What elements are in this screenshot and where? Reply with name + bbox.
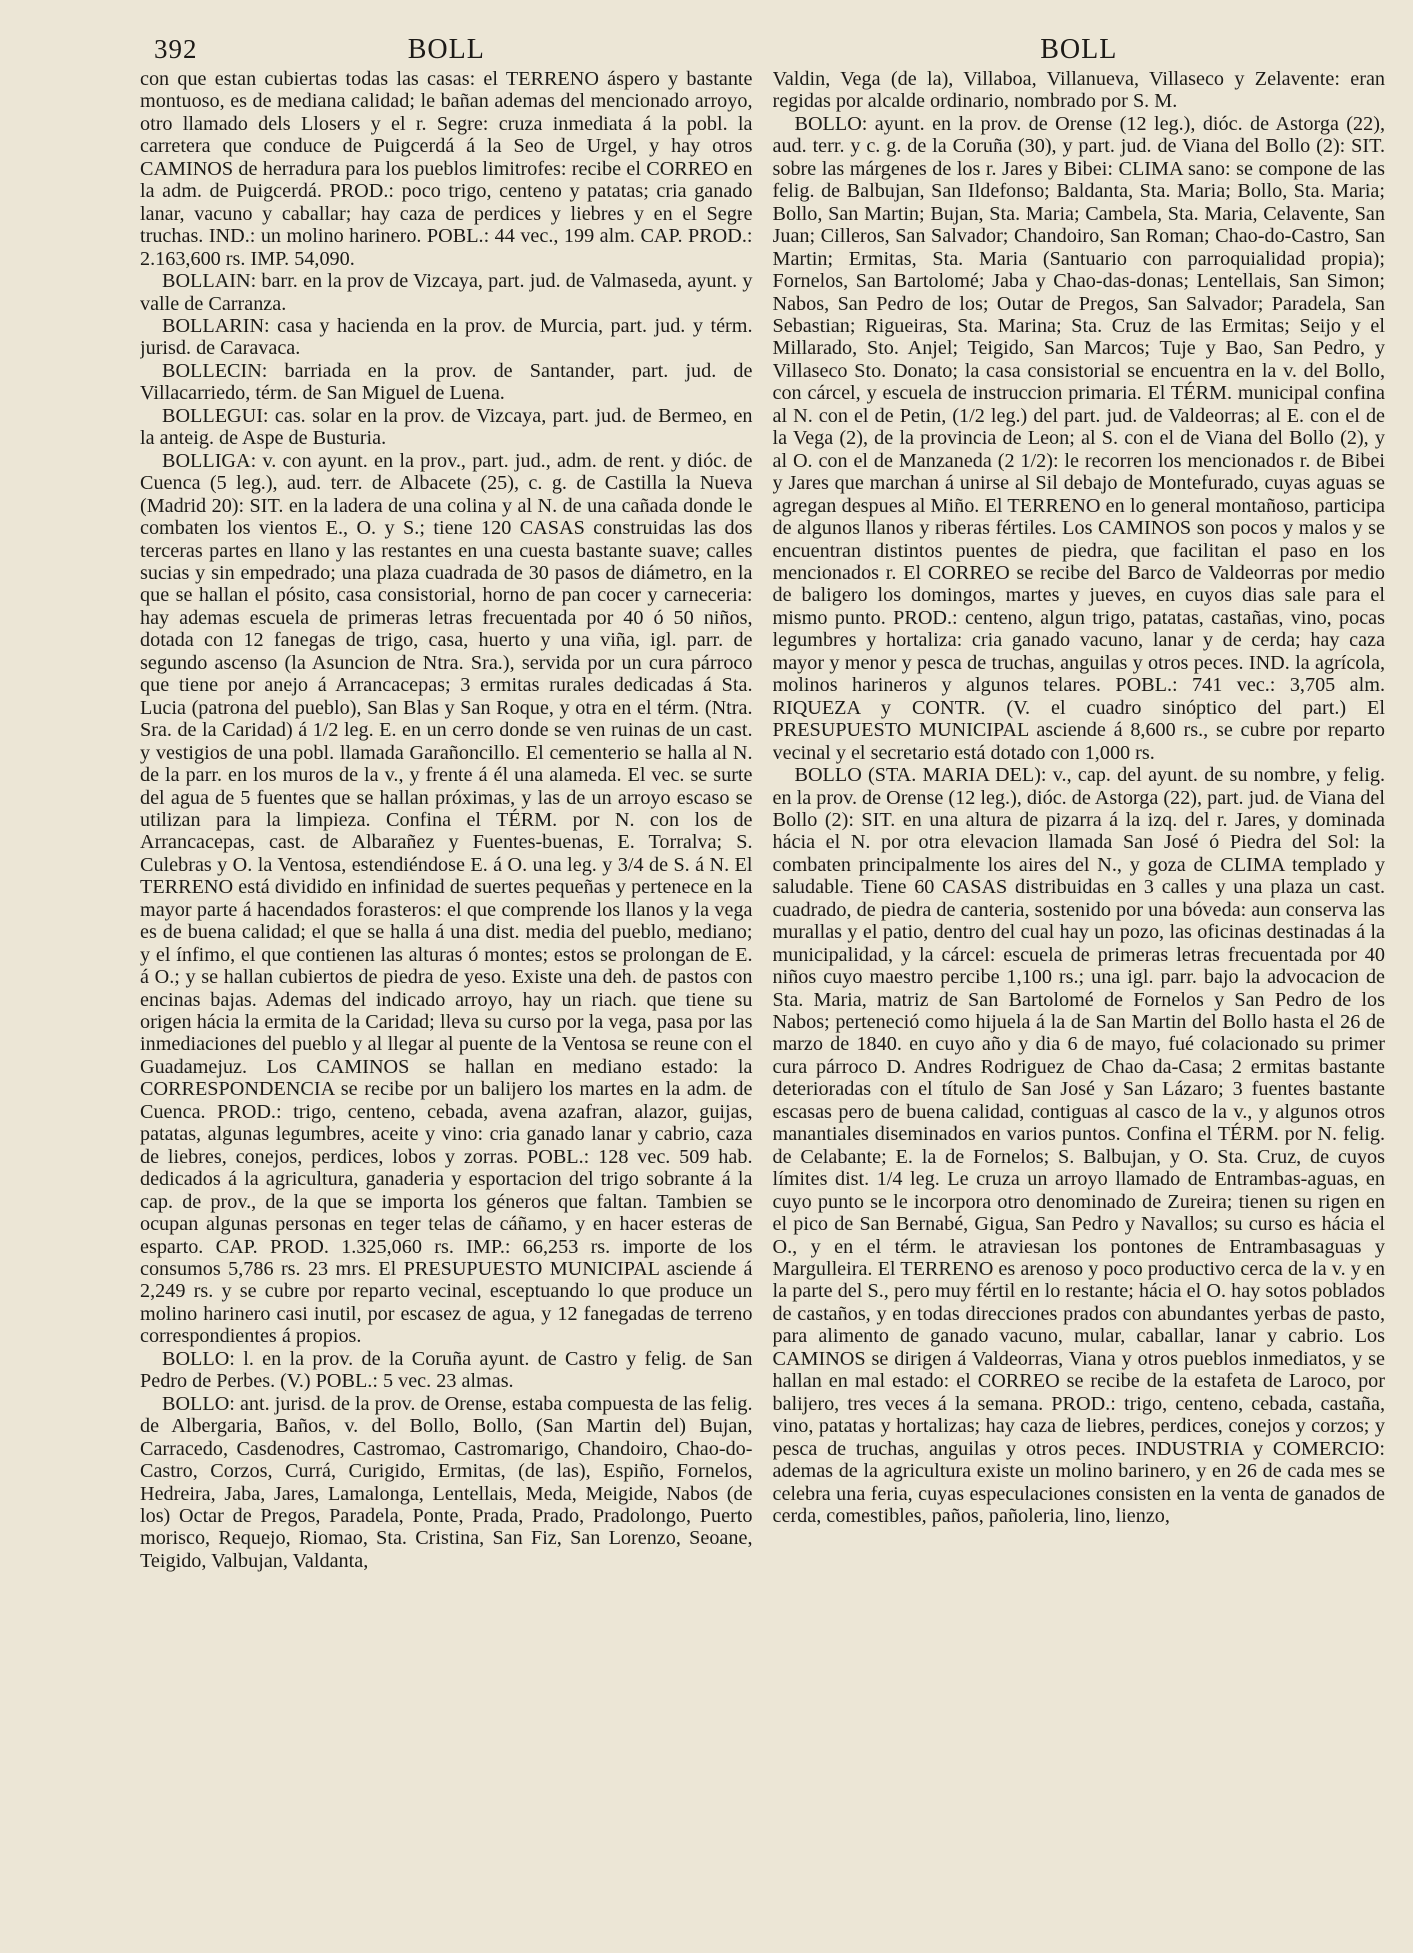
text-columns bbox=[140, 68, 1385, 1928]
entry-continuation: Valdin, Vega (de la), Villaboa, Villanueva, Villaseco y Zelavente: eran regidas por alcalde ordinario, nombrado por S. M. bbox=[772, 68, 1385, 113]
page-number: 392 bbox=[154, 34, 198, 64]
right-column bbox=[773, 68, 1386, 1928]
entry-bollarin: BOLLARIN: casa y hacienda en la prov. de Murcia, part. jud. y térm. jurisd. de Caravaca. bbox=[140, 314, 753, 360]
entry-continuation: con que estan cubiertas todas las casas: el TERRENO áspero y bastante montuoso, es de mediana calidad; le bañan ademas del mencionado arroyo, otro llamado dels Llosers y el r. Segre: cruza inmediata á la pobl. la carretera que conduce de Puigcerdá á la Seo de Urgel, y hay otros CAMINOS de herradura para los pueblos limitrofes: recibe el CORREO en la adm. de Puigcerdá. PROD.: poco trigo, centeno y patatas; cria ganado lanar, vacuno y caballar; hay caza de perdices y liebres y en el Segre truchas. IND.: un molino harinero. POBL.: 44 vec., 199 alm. CAP. PROD.: 2.163,600 rs. IMP. 54,090. bbox=[140, 68, 753, 270]
entry-bollecin: BOLLECIN: barriada en la prov. de Santander, part. jud. de Villacarriedo, térm. de San Miguel de Luena. bbox=[140, 359, 753, 405]
entry-bollo-ayunt: BOLLO: ayunt. en la prov. de Orense (12 leg.), dióc. de Astorga (22), aud. terr. y c. g. de la Coruña (30), y part. jud. de Viana del Bollo (2): SIT. sobre las márgenes de los r. Jares y Bibei: CLIMA sano: se compone de las felig. de Balbujan, San Ildefonso; Baldanta, Sta. Maria; Bollo, Sta. Maria; Bollo, San Martin; Bujan, Sta. Maria; Cambela, Sta. Maria, Celavente, San Juan; Cilleros, San Salvador; Chandoiro, San Roman; Chao-do-Castro, San Martin; Ermitas, Sta. Maria (Santuario con parroquialidad propia); Fornelos, San Bartolomé; Jaba y Chao-das-donas; Lentellais, San Simon; Nabos, San Pedro de los; Outar de Pregos, San Salvador; Paradela, San Sebastian; Rigueiras, Sta. Marina; Sta. Cruz de las Ermitas; Seijo y el Millarado, Sto. Anjel; Teigido, San Marcos; Tuje y Bao, San Pedro, y Villaseco Sto. Donato; la casa consistorial se encuentra en la v. del Bollo, con cárcel, y escuela de instruccion primaria. El TÉRM. municipal confina al N. con el de Petin, (1/2 leg.) del part. jud. de Valdeorras; al E. con el de la Vega (2), de la provincia de Leon; al S. con el de Viana del Bollo (2), y al O. con el de Manzaneda (2 1/2): le recorren los mencionados r. de Bibei y Jares que marchan á unirse al Sil debajo de Montefurado, cuyas aguas se agregan despues al Miño. El TERRENO en lo general montañoso, participa de algunos llanos y riberas fértiles. Los CAMINOS son pocos y malos y se encuentran distintos puentes de piedra, que facilitan el paso en los mencionados r. El CORREO se recibe del Barco de Valdeorras por medio de baligero los domingos, martes y jueves, en cuyos dias sale para el mismo punto. PROD.: centeno, algun trigo, patatas, castañas, vino, pocas legumbres y hortaliza: cria ganado vacuno, lanar y de cerda; hay caza mayor y menor y pesca de truchas, anguilas y otros peces. IND. la agrícola, molinos harineros y algunos telares. POBL.: 741 vec.: 3,705 alm. RIQUEZA y CONTR. (V. el cuadro sinóptico del part.) El PRESUPUESTO MUNICIPAL asciende á 8,600 rs., se cubre por reparto vecinal y el secretario está dotado con 1,000 rs. bbox=[772, 112, 1385, 764]
right-running-head: BOLL bbox=[1040, 34, 1118, 65]
entry-bollo-coruna: BOLLO: l. en la prov. de la Coruña ayunt. de Castro y felig. de San Pedro de Perbes. (V.) POBL.: 5 vec. 23 almas. bbox=[140, 1347, 753, 1393]
entry-bollo-jurisd: BOLLO: ant. jurisd. de la prov. de Orense, estaba compuesta de las felig. de Albergaria, Baños, v. del Bollo, Bollo, (San Martin del) Bujan, Carracedo, Casdenodres, Castromao, Castromarigo, Chandoiro, Chao-do-Castro, Corzos, Currá, Curigido, Ermitas, (de las), Espiño, Fornelos, Hedreira, Jaba, Jares, Lamalonga, Lentellais, Meda, Meigide, Nabos (de los) Octar de Pregos, Paradela, Ponte, Prada, Prado, Pradolongo, Puerto morisco, Requejo, Riomao, Sta. Cristina, San Fiz, San Lorenzo, Seoane, Teigido, Valbujan, Valdanta, bbox=[140, 1392, 753, 1572]
entry-bolliga: BOLLIGA: v. con ayunt. en la prov., part. jud., adm. de rent. y dióc. de Cuenca (5 leg.), aud. terr. de Albacete (25), c. g. de Castilla la Nueva (Madrid 20): SIT. en la ladera de una colina y al N. de una cañada donde le combaten los vientos E., O. y S.; tiene 120 CASAS construidas las dos terceras partes en llano y las restantes en una cuesta bastante suave; calles sucias y sin empedrado; una plaza cuadrada de 30 pasos de diámetro, en la que se hallan el pósito, casa consistorial, horno de pan cocer y carneceria: hay ademas escuela de primeras letras frecuentada por 40 ó 50 niños, dotada con 12 fanegas de trigo, casa, huerto y una viña, igl. parr. de segundo ascenso (la Asuncion de Ntra. Sra.), servida por un cura párroco que tiene por anejo á Arrancacepas; 3 ermitas rurales dedicadas á Sta. Lucia (patrona del pueblo), San Blas y San Roque, y otra en el térm. (Ntra. Sra. de la Caridad) á 1/2 leg. E. en un cerro donde se ven ruinas de un cast. y vestigios de una pobl. llamada Garañoncillo. El cementerio se halla al N. de la parr. en los muros de la v., y frente á él una alameda. El vec. se surte del agua de 5 fuentes que se hallan próximas, y las de un arroyo escaso se utilizan para la limpieza. Confina el TÉRM. por N. con los de Arrancacepas, cast. de Albarañez y Fuentes-buenas, E. Torralva; S. Culebras y O. la Ventosa, estendiéndose E. á O. una leg. y 3/4 de S. á N. El TERRENO está dividido en infinidad de suertes pequeñas y pertenece en la mayor parte á hacendados forasteros: el que comprende los llanos y la vega es de buena calidad; el que se halla á una dist. media del pueblo, mediano; y el ínfimo, el que contienen las alturas ó montes; estos se prolongan de E. á O.; y se hallan cubiertos de piedra de yeso. Existe una deh. de pastos con encinas bajas. Ademas del indicado arroyo, hay un riach. que tiene su origen hácia la ermita de la Caridad; lleva su curso por la vega, pasa por las inmediaciones del pueblo y al llegar al puente de la Ventosa se reune con el Guadamejuz. Los CAMINOS se hallan en mediano estado: la CORRESPONDENCIA se recibe por un balijero los martes en la adm. de Cuenca. PROD.: trigo, centeno, cebada, avena azafran, alazor, guijas, patatas, algunas legumbres, aceite y vino: cria ganado lanar y cabrio, caza de liebres, conejos, perdices, lobos y zorras. POBL.: 128 vec. 509 hab. dedicados á la agricultura, ganaderia y esportacion del trigo sobrante á la cap. de prov., de la que se importa los géneros que faltan. Tambien se ocupan algunas personas en teger telas de cáñamo, y en hacer esteras de esparto. CAP. PROD. 1.325,060 rs. IMP.: 66,253 rs. importe de los consumos 5,786 rs. 23 mrs. El PRESUPUESTO MUNICIPAL asciende á 2,249 rs. y se cubre por reparto vecinal, esceptuando lo que produce un molino harinero casi inutil, por escasez de agua, y 12 fanegadas de terreno correspondientes á propios. bbox=[140, 449, 753, 1348]
entry-bollegui: BOLLEGUI: cas. solar en la prov. de Vizcaya, part. jud. de Bermeo, en la anteig. de Aspe de Busturia. bbox=[140, 404, 753, 450]
entry-bollain: BOLLAIN: barr. en la prov de Vizcaya, part. jud. de Valmaseda, ayunt. y valle de Carranza. bbox=[140, 270, 753, 315]
left-running-head: BOLL bbox=[407, 34, 485, 65]
left-column bbox=[140, 68, 753, 1928]
entry-bollo-sta-maria: BOLLO (STA. MARIA DEL): v., cap. del ayunt. de su nombre, y felig. en la prov. de Orense (12 leg.), dióc. de Astorga (22), part. jud. de Viana del Bollo (2): SIT. en una altura de pizarra á la izq. del r. Jares, y dominada hácia el N. por otra elevacion llamada San José ó Piedra del Sol: la combaten principalmente los aires del N., y goza de CLIMA templado y saludable. Tiene 60 CASAS distribuidas en 3 calles y una plaza un cast. cuadrado, de piedra de canteria, sostenido por una bóveda: aun conserva las murallas y el patio, dentro del cual hay un pozo, las oficinas destinadas á la municipalidad, y la cárcel: escuela de primeras letras frecuentada por 40 niños cuyo maestro percibe 1,100 rs.; una igl. parr. bajo la advocacion de Sta. Maria, matriz de San Bartolomé de Fornelos y San Pedro de los Nabos; perteneció como hijuela á la de San Martin del Bollo hasta el 26 de marzo de 1840. en cuyo año y dia 6 de mayo, fué colacionado su primer cura párroco D. Andres Rodriguez de Chao da-Casa; 2 ermitas bastante deterioradas con el título de San José y San Lázaro; 3 fuentes bastante escasas pero de buena calidad, contiguas al casco de la v., y algunos otros manantiales diseminados en varios puntos. Confina el TÉRM. por N. felig. de Celabante; E. la de Fornelos; S. Balbujan, y O. Sta. Cruz, de cuyos límites dist. 1/4 leg. Le cruza un arroyo llamado de Entrambas-aguas, en cuyo punto se le incorpora otro denominado de Zureira; tienen su rigen en el pico de San Bernabé, Gigua, San Pedro y Navallos; su curso es hácia el O., y en el térm. le atraviesan los pontones de Entrambasaguas y Margulleira. El TERRENO es arenoso y poco productivo cerca de la v. y en la parte del S., pero muy fértil en lo restante; hácia el O. hay sotos poblados de castaños, y en todas direcciones prados con abundantes yerbas de pasto, para alimento de ganado vacuno, mular, caballar, lanar y cabrio. Los CAMINOS se dirigen á Valdeorras, Viana y otros pueblos inmediatos, y se hallan en mal estado: el CORREO se recibe de la estafeta de Laroco, por balijero, tres veces á la semana. PROD.: trigo, centeno, cebada, castaña, vino, patatas y hortalizas; hay caza de liebres, perdices, conejos y corzos; y pesca de truchas, anguilas y otros peces. INDUSTRIA y COMERCIO: ademas de la agricultura existe un molino barinero, y en 26 de cada mes se celebra una feria, cuyas especulaciones consisten en la venta de ganados de cerda, comestibles, paños, pañoleria, lino, lienzo, bbox=[772, 764, 1385, 1527]
running-header bbox=[140, 30, 1385, 68]
